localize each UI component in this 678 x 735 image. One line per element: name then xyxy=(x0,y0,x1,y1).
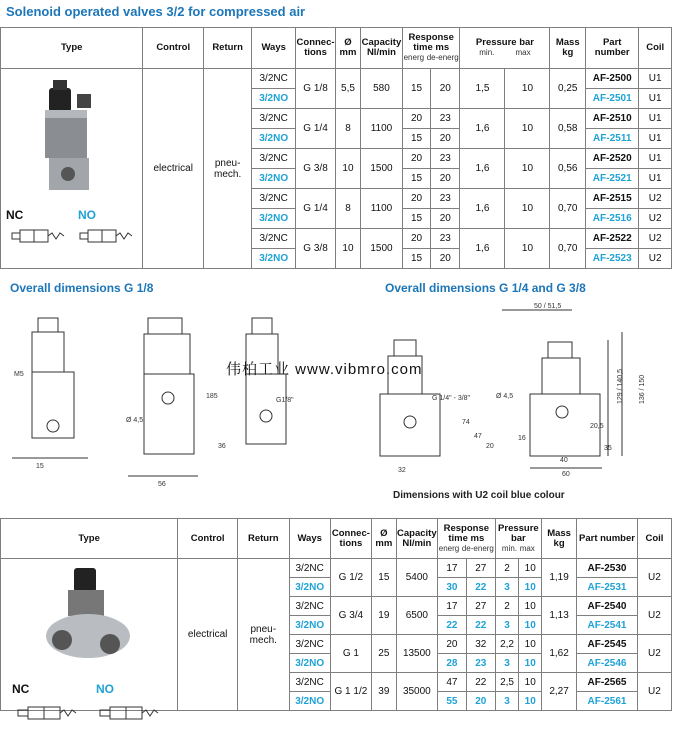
connection-cell: G 1 xyxy=(330,635,371,673)
part-number-cell: AF-2501 xyxy=(586,89,639,109)
nc-label-2: NC xyxy=(12,682,30,696)
no-label-1: NO xyxy=(78,208,96,222)
diameter-cell: 19 xyxy=(372,597,397,635)
ways-cell: 3/2NO xyxy=(289,616,330,635)
return-cell: pneu-mech. xyxy=(204,69,252,269)
valve-photo-2 xyxy=(2,560,172,680)
dim-label-74: 74 xyxy=(462,419,470,426)
dim-label-15: 15 xyxy=(36,463,44,470)
part-number-cell: AF-2510 xyxy=(586,109,639,129)
page-title: Solenoid operated valves 3/2 for compressed air xyxy=(6,4,306,19)
pressure-min-cell: 2 xyxy=(495,559,519,578)
capacity-cell: 5400 xyxy=(396,559,437,597)
response-energ-cell: 15 xyxy=(402,249,430,269)
hdr2-min: min. xyxy=(501,543,518,553)
pressure-min-cell: 1,6 xyxy=(460,189,505,229)
dim-label-m5: M5 xyxy=(14,371,24,378)
response-energ-cell: 20 xyxy=(402,189,430,209)
ways-cell: 3/2NC xyxy=(289,635,330,654)
part-number-cell: AF-2516 xyxy=(586,209,639,229)
response-energ-cell: 17 xyxy=(437,597,466,616)
coil-cell: U2 xyxy=(639,249,672,269)
connection-cell: G 1/8 xyxy=(296,69,336,109)
hdr2-ways: Ways xyxy=(289,519,330,559)
response-energ-cell: 28 xyxy=(437,654,466,673)
nc-symbol-1 xyxy=(6,226,66,246)
hdr2-max: max xyxy=(519,543,535,553)
hdr2-type: Type xyxy=(1,519,178,559)
hdr2-control: Control xyxy=(178,519,238,559)
pressure-min-cell: 1,5 xyxy=(460,69,505,109)
pressure-max-cell: 10 xyxy=(519,559,542,578)
response-deenerg-cell: 20 xyxy=(466,692,495,711)
hdr-min: min. xyxy=(479,48,495,57)
mass-cell: 0,70 xyxy=(550,189,586,229)
dim-label-129: 129 / 140,5 xyxy=(617,368,624,404)
coil-cell: U1 xyxy=(639,69,672,89)
response-deenerg-cell: 32 xyxy=(466,635,495,654)
part-number-cell: AF-2515 xyxy=(586,189,639,209)
return-cell: pneu-mech. xyxy=(238,559,290,711)
response-deenerg-cell: 23 xyxy=(431,149,460,169)
ways-cell: 3/2NC xyxy=(252,189,296,209)
diameter-cell: 10 xyxy=(335,229,360,269)
hdr2-coil: Coil xyxy=(637,519,671,559)
nc-symbol-2 xyxy=(10,702,80,724)
response-deenerg-cell: 22 xyxy=(466,673,495,692)
coil-cell: U1 xyxy=(639,129,672,149)
coil-cell: U2 xyxy=(639,209,672,229)
ways-cell: 3/2NC xyxy=(289,597,330,616)
response-energ-cell: 47 xyxy=(437,673,466,692)
part-number-cell: AF-2522 xyxy=(586,229,639,249)
response-deenerg-cell: 27 xyxy=(466,597,495,616)
coil-cell: U2 xyxy=(637,635,671,673)
ways-cell: 3/2NC xyxy=(252,229,296,249)
control-cell: electrical xyxy=(143,69,204,269)
response-deenerg-cell: 23 xyxy=(431,189,460,209)
pressure-max-cell: 10 xyxy=(505,189,550,229)
coil-cell: U1 xyxy=(639,89,672,109)
capacity-cell: 1500 xyxy=(361,149,403,189)
dim-label-d45-b: Ø 4,5 xyxy=(496,393,514,400)
connection-cell: G 1/2 xyxy=(330,559,371,597)
hdr-energ: energ xyxy=(403,53,425,62)
part-number-cell: AF-2530 xyxy=(577,559,638,578)
dim-label-205: 20,5 xyxy=(590,423,604,430)
pressure-max-cell: 10 xyxy=(519,578,542,597)
response-deenerg-cell: 23 xyxy=(431,229,460,249)
capacity-cell: 1100 xyxy=(361,109,403,149)
overall-dim-g18-title: Overall dimensions G 1/8 xyxy=(10,281,154,295)
diameter-cell: 10 xyxy=(335,149,360,189)
pressure-min-cell: 2 xyxy=(495,597,519,616)
hdr-diam: Ø mm xyxy=(335,28,360,69)
hdr-connections: Connec-tions xyxy=(296,28,336,69)
mass-cell: 0,58 xyxy=(550,109,586,149)
ways-cell: 3/2NC xyxy=(289,559,330,578)
ways-cell: 3/2NC xyxy=(252,69,296,89)
hdr-response: Response time ms energ de-energ xyxy=(402,28,460,69)
hdr2-diam: Ø mm xyxy=(372,519,397,559)
hdr-pressure: Pressure bar min. max xyxy=(460,28,550,69)
dim-label-60: 60 xyxy=(562,471,570,478)
no-label-2: NO xyxy=(96,682,114,696)
ways-cell: 3/2NO xyxy=(252,89,296,109)
pressure-min-cell: 2,2 xyxy=(495,635,519,654)
response-energ-cell: 15 xyxy=(402,69,430,109)
dim-label-136: 136 / 150 xyxy=(639,374,646,404)
mass-cell: 0,70 xyxy=(550,229,586,269)
ways-cell: 3/2NO xyxy=(252,209,296,229)
pressure-max-cell: 10 xyxy=(519,616,542,635)
hdr-capacity: Capacity Nl/min xyxy=(361,28,403,69)
response-deenerg-cell: 20 xyxy=(431,69,460,109)
title-bar xyxy=(0,0,678,26)
dim-label-g18: G1/8" xyxy=(276,397,294,404)
part-number-cell: AF-2500 xyxy=(586,69,639,89)
mass-cell: 2,27 xyxy=(542,673,577,711)
pressure-min-cell: 3 xyxy=(495,692,519,711)
hdr2-connections: Connec-tions xyxy=(330,519,371,559)
diameter-cell: 5,5 xyxy=(335,69,360,109)
response-energ-cell: 20 xyxy=(402,109,430,129)
ways-cell: 3/2NO xyxy=(252,169,296,189)
response-energ-cell: 20 xyxy=(437,635,466,654)
dim-label-d45-a: Ø 4,5 xyxy=(126,417,144,424)
part-number-cell: AF-2531 xyxy=(577,578,638,597)
response-energ-cell: 15 xyxy=(402,169,430,189)
connection-cell: G 1 1/2 xyxy=(330,673,371,711)
response-deenerg-cell: 20 xyxy=(431,249,460,269)
dim-label-35: 35 xyxy=(604,445,612,452)
watermark: 伟柏工业 www.vibmro.com xyxy=(226,361,423,378)
pressure-max-cell: 10 xyxy=(519,597,542,616)
diameter-cell: 15 xyxy=(372,559,397,597)
response-energ-cell: 30 xyxy=(437,578,466,597)
hdr-type: Type xyxy=(1,28,143,69)
response-energ-cell: 55 xyxy=(437,692,466,711)
coil-cell: U2 xyxy=(639,229,672,249)
mass-cell: 1,19 xyxy=(542,559,577,597)
response-energ-cell: 20 xyxy=(402,229,430,249)
dim-label-36: 36 xyxy=(218,443,226,450)
part-number-cell: AF-2540 xyxy=(577,597,638,616)
ways-cell: 3/2NO xyxy=(289,692,330,711)
part-number-cell: AF-2545 xyxy=(577,635,638,654)
response-energ-cell: 22 xyxy=(437,616,466,635)
pressure-max-cell: 10 xyxy=(505,149,550,189)
dim-drawing-g14-g38 xyxy=(372,300,646,480)
no-symbol-1 xyxy=(74,226,134,246)
capacity-cell: 35000 xyxy=(396,673,437,711)
part-number-cell: AF-2520 xyxy=(586,149,639,169)
pressure-max-cell: 10 xyxy=(519,635,542,654)
response-deenerg-cell: 20 xyxy=(431,169,460,189)
part-number-cell: AF-2521 xyxy=(586,169,639,189)
connection-cell: G 3/8 xyxy=(296,149,336,189)
capacity-cell: 1500 xyxy=(361,229,403,269)
ways-cell: 3/2NC xyxy=(289,673,330,692)
coil-cell: U1 xyxy=(639,169,672,189)
mass-cell: 0,25 xyxy=(550,69,586,109)
coil-cell: U1 xyxy=(639,109,672,129)
mass-cell: 1,13 xyxy=(542,597,577,635)
response-deenerg-cell: 20 xyxy=(431,209,460,229)
mass-cell: 0,56 xyxy=(550,149,586,189)
hdr-deenerg: de-energ xyxy=(426,53,459,62)
coil-cell: U2 xyxy=(639,189,672,209)
ways-cell: 3/2NO xyxy=(252,249,296,269)
nc-label-1: NC xyxy=(6,208,24,222)
dim-label-16: 16 xyxy=(518,435,526,442)
dimensions-caption: Dimensions with U2 coil blue colour xyxy=(393,490,565,501)
hdr-max: max xyxy=(515,48,531,57)
ways-cell: 3/2NC xyxy=(252,109,296,129)
connection-cell: G 1/4 xyxy=(296,109,336,149)
capacity-cell: 1100 xyxy=(361,189,403,229)
pressure-min-cell: 3 xyxy=(495,654,519,673)
pressure-min-cell: 3 xyxy=(495,578,519,597)
hdr-ways: Ways xyxy=(252,28,296,69)
coil-cell: U2 xyxy=(637,559,671,597)
hdr-mass: Mass kg xyxy=(550,28,586,69)
dim-label-40: 40 xyxy=(560,457,568,464)
diameter-cell: 8 xyxy=(335,109,360,149)
pressure-max-cell: 10 xyxy=(505,229,550,269)
hdr-coil: Coil xyxy=(639,28,672,69)
coil-cell: U2 xyxy=(637,673,671,711)
diameter-cell: 8 xyxy=(335,189,360,229)
response-deenerg-cell: 22 xyxy=(466,616,495,635)
response-deenerg-cell: 22 xyxy=(466,578,495,597)
response-deenerg-cell: 27 xyxy=(466,559,495,578)
pressure-min-cell: 2,5 xyxy=(495,673,519,692)
capacity-cell: 13500 xyxy=(396,635,437,673)
response-energ-cell: 15 xyxy=(402,209,430,229)
no-symbol-2 xyxy=(92,702,162,724)
ways-cell: 3/2NO xyxy=(252,129,296,149)
part-number-cell: AF-2561 xyxy=(577,692,638,711)
pressure-min-cell: 1,6 xyxy=(460,229,505,269)
capacity-cell: 6500 xyxy=(396,597,437,635)
pressure-max-cell: 10 xyxy=(519,692,542,711)
overall-dim-g14-g38-title: Overall dimensions G 1/4 and G 3/8 xyxy=(385,281,586,295)
part-number-cell: AF-2541 xyxy=(577,616,638,635)
ways-cell: 3/2NC xyxy=(252,149,296,169)
coil-cell: U1 xyxy=(639,149,672,169)
pressure-max-cell: 10 xyxy=(505,109,550,149)
pressure-min-cell: 1,6 xyxy=(460,149,505,189)
connection-cell: G 3/8 xyxy=(296,229,336,269)
hdr-return: Return xyxy=(204,28,252,69)
dim-label-50: 50 / 51,5 xyxy=(534,303,562,310)
ways-cell: 3/2NO xyxy=(289,654,330,673)
response-energ-cell: 17 xyxy=(437,559,466,578)
pressure-max-cell: 10 xyxy=(519,654,542,673)
hdr2-part: Part number xyxy=(577,519,638,559)
pressure-min-cell: 3 xyxy=(495,616,519,635)
response-energ-cell: 15 xyxy=(402,129,430,149)
dim-label-20: 20 xyxy=(486,443,494,450)
connection-cell: G 1/4 xyxy=(296,189,336,229)
hdr2-return: Return xyxy=(238,519,290,559)
part-number-cell: AF-2546 xyxy=(577,654,638,673)
dim-label-g14-38: G 1/4" - 3/8" xyxy=(432,395,471,402)
pressure-max-cell: 10 xyxy=(519,673,542,692)
ways-cell: 3/2NO xyxy=(289,578,330,597)
pressure-min-cell: 1,6 xyxy=(460,109,505,149)
hdr2-energ: energ xyxy=(438,543,460,553)
response-energ-cell: 20 xyxy=(402,149,430,169)
diameter-cell: 25 xyxy=(372,635,397,673)
dim-label-185: 185 xyxy=(206,393,218,400)
response-deenerg-cell: 23 xyxy=(431,109,460,129)
dim-label-56: 56 xyxy=(158,481,166,488)
hdr2-response: Response time ms energ de-energ xyxy=(437,519,495,559)
hdr2-mass: Mass kg xyxy=(542,519,577,559)
part-number-cell: AF-2565 xyxy=(577,673,638,692)
capacity-cell: 580 xyxy=(361,69,403,109)
hdr2-capacity: Capacity Nl/min xyxy=(396,519,437,559)
pressure-max-cell: 10 xyxy=(505,69,550,109)
coil-cell: U2 xyxy=(637,597,671,635)
hdr-part: Part number xyxy=(586,28,639,69)
response-deenerg-cell: 20 xyxy=(431,129,460,149)
hdr-control: Control xyxy=(143,28,204,69)
dim-label-32: 32 xyxy=(398,467,406,474)
part-number-cell: AF-2523 xyxy=(586,249,639,269)
dim-label-47: 47 xyxy=(474,433,482,440)
response-deenerg-cell: 23 xyxy=(466,654,495,673)
hdr2-deenerg: de-energ xyxy=(461,543,494,553)
control-cell: electrical xyxy=(178,559,238,711)
part-number-cell: AF-2511 xyxy=(586,129,639,149)
mass-cell: 1,62 xyxy=(542,635,577,673)
connection-cell: G 3/4 xyxy=(330,597,371,635)
hdr2-pressure: Pressure bar min. max xyxy=(495,519,541,559)
diameter-cell: 39 xyxy=(372,673,397,711)
dim-drawing-g18 xyxy=(8,298,328,488)
